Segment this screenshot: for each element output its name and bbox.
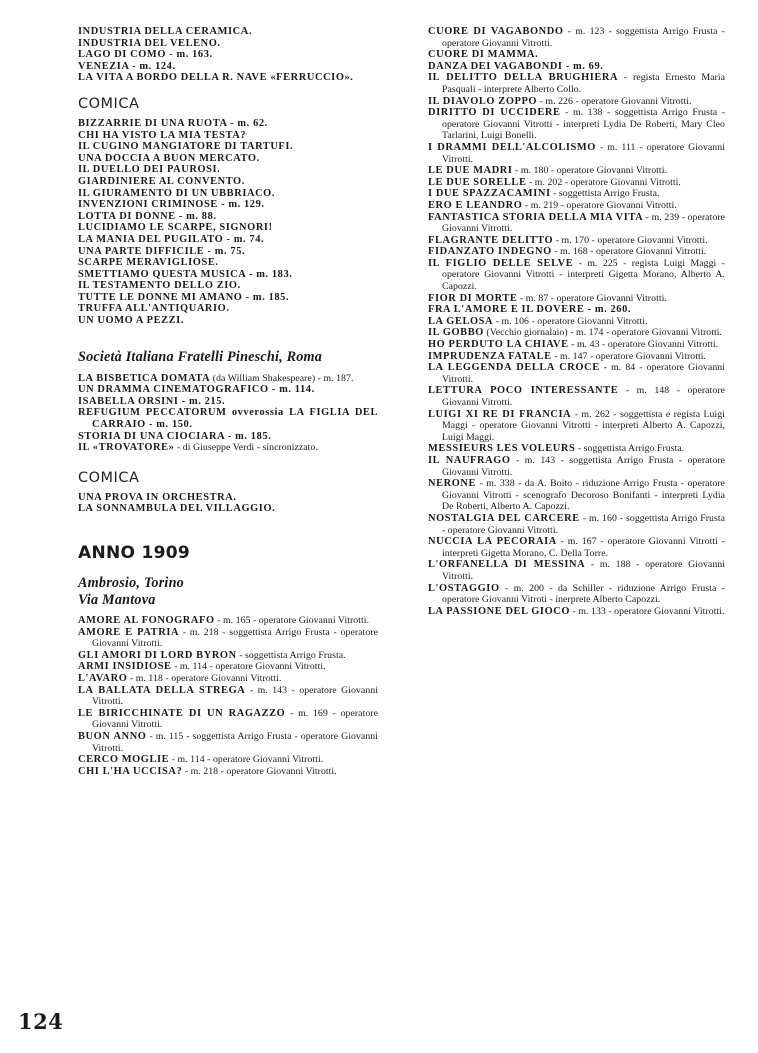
film-details: - m. 123 - soggettista Arrigo Frusta - operatore Giovanni Vitrotti. <box>442 26 725 49</box>
film-entry <box>78 38 378 50</box>
film-entry <box>428 559 725 582</box>
film-title: NOSTALGIA DEL CARCERE <box>428 512 580 524</box>
film-title: UN UOMO A PEZZI. <box>78 315 185 327</box>
film-entry <box>428 26 725 49</box>
film-entry <box>78 222 378 234</box>
film-entry <box>428 351 725 363</box>
film-title: LA PASSIONE DEL GIOCO <box>428 605 571 617</box>
film-details: - m. 262 - soggettista e regista Luigi Maggi - operatore Giovanni Vitrotti - interpreti Alberto A. Capozzi, Luigi Maggi. <box>442 408 725 443</box>
film-title: UN DRAMMA CINEMATOGRAFICO - m. 114. <box>78 384 315 396</box>
film-title: IL CUGINO MANGIATORE DI TARTUFI. <box>78 141 294 153</box>
film-entry <box>428 478 725 513</box>
film-entry <box>78 72 378 84</box>
film-title: CUORE DI VAGABONDO <box>428 26 564 37</box>
film-entry <box>428 235 725 247</box>
film-title: LE DUE SORELLE <box>428 176 527 188</box>
film-entry <box>428 583 725 606</box>
film-entry <box>428 188 725 200</box>
film-entry <box>78 188 378 200</box>
film-title: LUCIDIAMO LE SCARPE, SIGNORI! <box>78 222 273 234</box>
company-address-ambrosio: Via Mantova <box>78 592 156 608</box>
film-title: LETTURA POCO INTERESSANTE <box>428 385 619 397</box>
film-title: VENEZIA - m. 124. <box>78 60 176 72</box>
film-title: L'ORFANELLA DI MESSINA <box>428 559 586 571</box>
film-title: TRUFFA ALL'ANTIQUARIO. <box>78 303 230 315</box>
film-entry <box>428 142 725 165</box>
film-title: LOTTA DI DONNE - m. 88. <box>78 210 217 222</box>
film-entry <box>428 316 725 328</box>
film-details: - m. 114 - operatore Giovanni Vitrotti. <box>171 661 326 673</box>
film-title: LAGO DI COMO - m. 163. <box>78 49 213 61</box>
film-entry <box>78 164 378 176</box>
film-details: - m. 160 - soggettista Arrigo Frusta - operatore Giovanni Vitrotti. <box>442 512 725 536</box>
film-title: BIZZARRIE DI UNA RUOTA - m. 62. <box>78 117 268 129</box>
film-entry <box>78 442 378 454</box>
film-title: INDUSTRIA DELLA CERAMICA. <box>78 26 253 37</box>
film-title: LA VITA A BORDO DELLA R. NAVE «FERRUCCIO». <box>78 72 354 84</box>
film-details: - regista Ernesto Maria Pasquali - interprete Alberto Collo. <box>442 72 725 95</box>
film-title: I DRAMMI DELL'ALCOLISMO <box>428 141 596 153</box>
film-details: - m. 118 - operatore Giovanni Vitrotti. <box>127 672 282 684</box>
film-entry <box>428 606 725 618</box>
film-title: SMETTIAMO QUESTA MUSICA - m. 183. <box>78 268 293 280</box>
film-details: - m. 147 - operatore Giovanni Vitrotti. <box>551 350 707 362</box>
section-heading-comica: COMICA <box>78 95 140 112</box>
film-title: CHI HA VISTO LA MIA TESTA? <box>78 129 247 141</box>
film-entry <box>78 384 378 396</box>
film-entry <box>78 731 378 754</box>
film-details: - m. 84 - operatore Giovanni Vitrotti. <box>442 362 725 385</box>
film-details: - m. 180 - operatore Giovanni Vitrotti. <box>512 165 667 177</box>
film-entry <box>428 96 725 108</box>
film-title: INDUSTRIA DEL VELENO. <box>78 37 221 49</box>
film-title: IL DUELLO DEI PAUROSI. <box>78 164 221 176</box>
film-entry <box>78 396 378 408</box>
film-title: BUON ANNO <box>78 730 147 742</box>
film-title: ISABELLA ORSINI - m. 215. <box>78 395 226 407</box>
film-title: LA GELOSA <box>428 315 494 327</box>
ambrosio-list-continued <box>428 26 725 617</box>
film-details: - m. 239 - operatore Giovanni Vitrotti. <box>442 211 725 235</box>
film-entry <box>428 385 725 408</box>
film-entry <box>428 200 725 212</box>
film-entry <box>78 199 378 211</box>
film-details: - di Giuseppe Verdi - sincronizzato. <box>174 442 318 454</box>
film-title: IMPRUDENZA FATALE <box>428 350 552 362</box>
film-details: - m. 148 - operatore Giovanni Vitrotti. <box>442 385 725 408</box>
film-entry <box>428 72 725 95</box>
film-entry <box>78 315 378 327</box>
film-entry <box>428 61 725 73</box>
film-entry <box>78 615 378 627</box>
film-entry <box>78 673 378 685</box>
film-entry <box>78 26 378 38</box>
film-title: DANZA DEI VAGABONDI - m. 69. <box>428 60 604 72</box>
right-column <box>428 26 725 617</box>
film-title: IL GOBBO <box>428 327 484 339</box>
film-entry <box>78 269 378 281</box>
film-entry <box>78 49 378 61</box>
film-title: ARMI INSIDIOSE <box>78 661 172 673</box>
film-title: I DUE SPAZZACAMINI <box>428 188 551 200</box>
page-number: 124 <box>18 1009 64 1034</box>
film-entry <box>428 177 725 189</box>
film-entry <box>78 754 378 766</box>
film-title: IL GIURAMENTO DI UN UBBRIACO. <box>78 187 276 199</box>
film-entry <box>428 165 725 177</box>
film-title: NUCCIA LA PECORAIA <box>428 536 557 548</box>
film-entry <box>78 627 378 650</box>
film-details: - m. 338 - da A. Boito - riduzione Arrigo Frusta - operatore Giovanni Vitrotti - scenografo Decoroso Bonifanti - interpreti Lydia De Roberti, Alberto A. Capozzi. <box>442 478 725 513</box>
film-title: SCARPE MERAVIGLIOSE. <box>78 257 219 269</box>
film-title: LA MANIA DEL PUGILATO - m. 74. <box>78 233 265 245</box>
film-details: - m. 87 - operatore Giovanni Vitrotti. <box>517 292 667 304</box>
film-title: L'AVARO <box>78 672 128 684</box>
film-entry <box>78 650 378 662</box>
film-details: - m. 167 - operatore Giovanni Vitrotti - interpreti Gigetta Morano, C. Della Torre. <box>442 536 725 559</box>
film-title: HO PERDUTO LA CHIAVE <box>428 339 569 351</box>
film-title: IL TESTAMENTO DELLO ZIO. <box>78 280 241 292</box>
film-title: ERO E LEANDRO <box>428 199 523 211</box>
film-title: FANTASTICA STORIA DELLA MIA VITA <box>428 211 644 223</box>
film-entry <box>428 327 725 339</box>
film-entry <box>78 303 378 315</box>
film-title: DIRITTO DI UCCIDERE <box>428 107 561 119</box>
film-details: - m. 43 - operatore Giovanni Vitrotti. <box>568 339 719 351</box>
film-details: - m. 219 - operatore Giovanni Vitrotti. <box>522 199 677 211</box>
film-title: UNA DOCCIA A BUON MERCATO. <box>78 152 260 164</box>
film-title: MESSIEURS LES VOLEURS <box>428 443 576 455</box>
film-entry <box>78 118 378 130</box>
film-entry <box>428 246 725 258</box>
film-title: REFUGIUM PECCATORUM ovverossia LA FIGLIA DEL CARRAIO - m. 150. <box>78 407 378 431</box>
film-title: IL NAUFRAGO <box>428 454 511 466</box>
film-details: - m. 106 - operatore Giovanni Vitrotti. <box>493 315 648 327</box>
film-title: LE DUE MADRI <box>428 165 513 177</box>
film-entry <box>428 443 725 455</box>
film-entry <box>428 536 725 559</box>
pre-list <box>78 26 378 84</box>
film-entry <box>78 234 378 246</box>
film-title: IL «TROVATORE» <box>78 442 175 454</box>
film-title: GIARDINIERE AL CONVENTO. <box>78 175 245 187</box>
film-entry <box>78 280 378 292</box>
film-entry <box>78 661 378 673</box>
film-entry <box>428 362 725 385</box>
film-title: AMORE AL FONOGRAFO <box>78 615 215 626</box>
film-details: - m. 169 - operatore Giovanni Vitrotti. <box>92 707 378 731</box>
film-details: - m. 165 - operatore Giovanni Vitrotti. <box>214 615 370 626</box>
film-title: L'OSTAGGIO <box>428 582 500 594</box>
section-heading-comica-2: COMICA <box>78 469 140 486</box>
film-details: - m. 115 - soggettista Arrigo Frusta - operatore Giovanni Vitrotti. <box>92 730 378 754</box>
film-details: - m. 133 - operatore Giovanni Vitrotti. <box>570 605 725 617</box>
film-title: IL FIGLIO DELLE SELVE <box>428 257 574 269</box>
film-title: LA SONNAMBULA DEL VILLAGGIO. <box>78 503 276 515</box>
film-details: - m. 225 - regista Luigi Maggi - operatore Giovanni Vitrotti - interpreti Gigetta Morano, Alberto A. Capozzi. <box>442 257 725 293</box>
pineschi-list <box>78 373 378 454</box>
film-title: CUORE DI MAMMA. <box>428 49 539 61</box>
film-entry <box>78 257 378 269</box>
film-details: (Vecchio giornalaio) - m. 174 - operatore Giovanni Vitrotti. <box>483 327 723 339</box>
film-entry <box>428 107 725 142</box>
comica-2-list <box>78 492 378 515</box>
film-title: TUTTE LE DONNE MI AMANO - m. 185. <box>78 291 290 303</box>
company-heading-ambrosio: Ambrosio, Torino <box>78 575 184 591</box>
film-details: - m. 226 - operatore Giovanni Vitrotti. <box>537 95 692 107</box>
film-title: IL DELITTO DELLA BRUGHIERA <box>428 72 619 84</box>
film-entry <box>78 211 378 223</box>
film-entry <box>78 503 378 515</box>
film-title: LA BALLATA DELLA STREGA <box>78 684 246 696</box>
film-title: LE BIRICCHINATE DI UN RAGAZZO <box>78 707 286 719</box>
film-entry <box>78 292 378 304</box>
film-details: - m. 200 - da Schiller - riduzione Arrigo Frusta - operatore Giovanni Vitroti - inerprete Alberto Capozzi. <box>442 582 725 606</box>
film-title: UNA PARTE DIFFICILE - m. 75. <box>78 245 246 257</box>
film-details: - m. 143 - operatore Giovanni Vitrotti. <box>92 684 378 708</box>
film-details: - soggettista Arrigo Frusta. <box>236 649 346 661</box>
film-entry <box>428 258 725 293</box>
film-details: - m. 111 - operatore Giovanni Vitrotti. <box>442 141 725 165</box>
film-entry <box>78 407 378 430</box>
film-entry <box>78 141 378 153</box>
film-title: FRA L'AMORE E IL DOVERE - m. 260. <box>428 304 632 316</box>
film-details: - m. 170 - operatore Giovanni Vitrotti. <box>553 234 708 246</box>
film-title: STORIA DI UNA CIOCIARA - m. 185. <box>78 430 272 442</box>
film-entry <box>78 246 378 258</box>
company-heading-pineschi: Società Italiana Fratelli Pineschi, Roma <box>78 348 323 365</box>
film-entry <box>78 176 378 188</box>
comica-list <box>78 118 378 327</box>
film-entry <box>78 708 378 731</box>
film-entry <box>428 212 725 235</box>
film-title: FIOR DI MORTE <box>428 292 518 304</box>
film-entry <box>428 304 725 316</box>
film-title: IL DIAVOLO ZOPPO <box>428 95 538 107</box>
film-details: (da William Shakespeare) - m. 187. <box>210 372 354 384</box>
film-entry <box>428 293 725 305</box>
film-entry <box>78 685 378 708</box>
ambrosio-list <box>78 615 378 777</box>
film-details: - m. 114 - operatore Giovanni Vitrotti. <box>169 754 324 766</box>
film-details: - m. 168 - operatore Giovanni Vitrotti. <box>551 246 707 258</box>
film-title: INVENZIONI CRIMINOSE - m. 129. <box>78 199 265 211</box>
film-details: - m. 138 - soggettista Arrigo Frusta - operatore Giovanni Vitrotti - interpreti Lydia De Roberti, Mary Cleo Tarlarini, Luigi Bonelli. <box>442 107 726 142</box>
film-entry <box>428 49 725 61</box>
film-entry <box>428 339 725 351</box>
film-details: - m. 202 - operatore Giovanni Vitrotti. <box>526 176 681 188</box>
film-entry <box>78 61 378 73</box>
film-details: - m. 218 - soggettista Arrigo Frusta - operatore Giovanni Vitrotti. <box>92 626 378 650</box>
film-title: GLI AMORI DI LORD BYRON <box>78 649 237 661</box>
film-entry <box>428 513 725 536</box>
film-title: CERCO MOGLIE <box>78 754 170 766</box>
film-title: FIDANZATO INDEGNO <box>428 246 552 258</box>
film-title: LA BISBETICA DOMATA <box>78 372 211 384</box>
film-title: AMORE E PATRIA <box>78 626 180 638</box>
film-entry <box>428 455 725 478</box>
year-heading: ANNO 1909 <box>78 543 190 563</box>
film-entry <box>78 153 378 165</box>
film-title: NERONE <box>428 478 477 490</box>
film-title: UNA PROVA IN ORCHESTRA. <box>78 491 237 503</box>
film-title: LA LEGGENDA DELLA CROCE <box>428 362 600 374</box>
film-details: - soggettista Arrigo Frusta. <box>575 443 685 455</box>
film-entry <box>78 492 378 504</box>
film-details: - m. 143 - soggettista Arrigo Frusta - operatore Giovanni Vitrotti. <box>442 454 725 478</box>
film-details: - m. 218 - operatore Giovanni Vitrotti. <box>182 765 337 777</box>
film-entry <box>78 130 378 142</box>
film-title: CHI L'HA UCCISA? <box>78 765 183 777</box>
film-entry <box>78 373 378 385</box>
left-column <box>78 26 378 777</box>
film-details: - m. 188 - operatore Giovanni Vitrotti. <box>442 559 725 582</box>
film-entry <box>428 409 725 444</box>
film-title: LUIGI XI RE DI FRANCIA <box>428 408 572 420</box>
film-entry <box>78 431 378 443</box>
film-entry <box>78 766 378 778</box>
film-details: - soggettista Arrigo Frusta. <box>550 188 660 200</box>
film-title: FLAGRANTE DELITTO <box>428 234 554 246</box>
